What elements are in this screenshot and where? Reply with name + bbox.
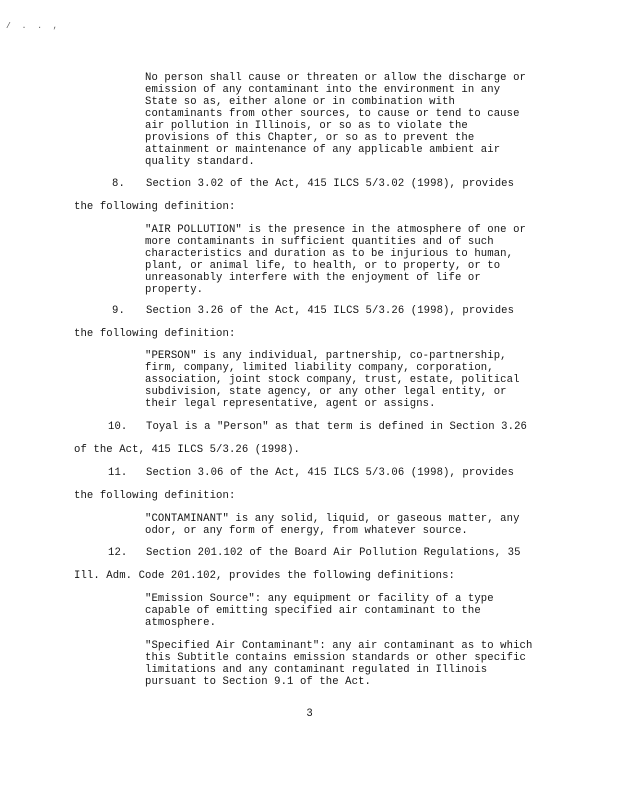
quote-line: their legal representative, agent or assigns.	[145, 398, 436, 410]
quote-line: capable of emitting specified air contaminant to the	[145, 605, 481, 617]
quote-line: pursuant to Section 9.1 of the Act.	[145, 676, 372, 688]
quote-line: State so as, either alone or in combination with	[145, 96, 455, 108]
quote-line: unreasonably interfere with the enjoyment of life or	[145, 272, 481, 284]
quote-line: characteristics and duration as to be injurious to human,	[145, 248, 514, 260]
paragraph-number: 10.	[108, 421, 128, 433]
quote-line: quality standard.	[145, 156, 255, 168]
quote-line: firm, company, limited liability company, corporation,	[145, 362, 494, 374]
quote-line: No person shall cause or threaten or allow the discharge or	[145, 72, 526, 84]
quote-line: this Subtitle contains emission standards or other specific	[145, 652, 526, 664]
quote-line: association, joint stock company, trust, estate, political	[145, 374, 520, 386]
paragraph-text: Ill. Adm. Code 201.102, provides the following definitions:	[74, 570, 455, 582]
paragraph-number: 8.	[112, 178, 125, 190]
quote-line: contaminants from other sources, to cause or tend to cause	[145, 108, 520, 120]
paragraph-text: Toyal is a "Person" as that term is defined in Section 3.26	[146, 421, 527, 433]
quote-line: "Emission Source": any equipment or facility of a type	[145, 593, 494, 605]
page-number: 3	[306, 708, 313, 720]
paragraph-text: Section 3.26 of the Act, 415 ILCS 5/3.26 (1998), provides	[146, 305, 515, 317]
paragraph-text: the following definition:	[74, 201, 236, 213]
quote-line: property.	[145, 284, 204, 296]
paragraph-text: of the Act, 415 ILCS 5/3.26 (1998).	[74, 444, 301, 456]
paragraph-text: the following definition:	[74, 328, 236, 340]
quote-line: subdivision, state agency, or any other legal entity, or	[145, 386, 507, 398]
quote-line: "PERSON" is any individual, partnership, co-partnership,	[145, 350, 507, 362]
quote-line: plant, or animal life, to health, or to property, or to	[145, 260, 501, 272]
paragraph-text: Section 3.02 of the Act, 415 ILCS 5/3.02 (1998), provides	[146, 178, 515, 190]
quote-line: odor, or any form of energy, from whatever source.	[145, 525, 468, 537]
paragraph-number: 9.	[112, 305, 125, 317]
quote-line: emission of any contaminant into the environment in any	[145, 84, 501, 96]
quote-line: provisions of this Chapter, or so as to prevent the	[145, 132, 475, 144]
quote-line: "Specified Air Contaminant": any air contaminant as to which	[145, 640, 533, 652]
paragraph-number: 11.	[108, 467, 128, 479]
quote-line: atmosphere.	[145, 617, 217, 629]
quote-line: more contaminants in sufficient quantities and of such	[145, 236, 494, 248]
paragraph-text: Section 3.06 of the Act, 415 ILCS 5/3.06 (1998), provides	[146, 467, 515, 479]
quote-line: "AIR POLLUTION" is the presence in the atmosphere of one or	[145, 224, 526, 236]
quote-line: "CONTAMINANT" is any solid, liquid, or gaseous matter, any	[145, 513, 520, 525]
paragraph-number: 12.	[108, 547, 128, 559]
quote-line: limitations and any contaminant regulated in Illinois	[145, 664, 488, 676]
quote-line: attainment or maintenance of any applicable ambient air	[145, 144, 501, 156]
paragraph-text: the following definition:	[74, 490, 236, 502]
paragraph-text: Section 201.102 of the Board Air Pollution Regulations, 35	[146, 547, 521, 559]
quote-line: air pollution in Illinois, or so as to violate the	[145, 120, 468, 132]
scan-corner-mark: / . . ,	[6, 22, 61, 31]
